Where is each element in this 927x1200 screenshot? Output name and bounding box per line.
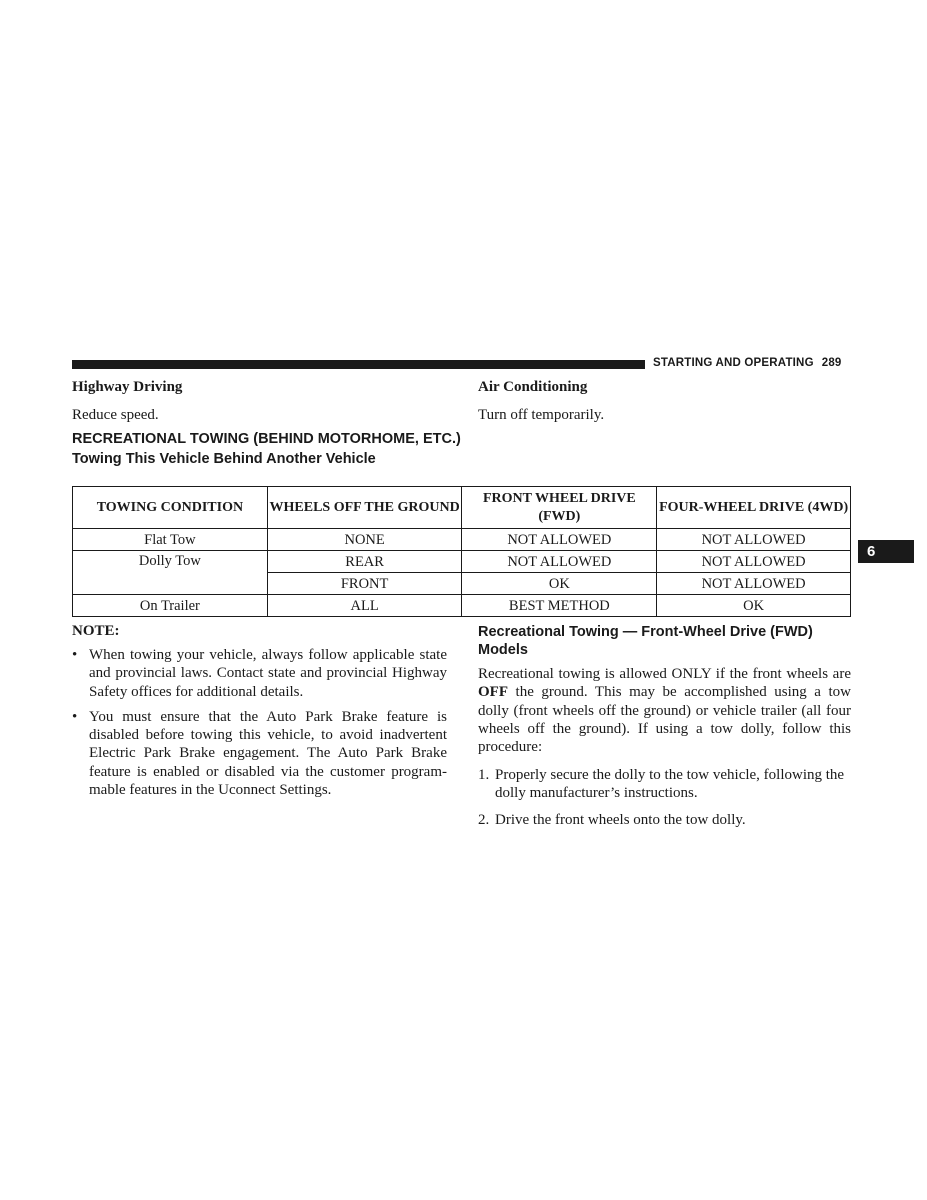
table-header-cell: WHEELS OFF THE GROUND bbox=[267, 487, 462, 529]
list-item bbox=[478, 766, 851, 803]
note-text: When towing your vehicle, always follow applicable state and provincial laws. Contact state and provincial Highway Safety offices for additional details. bbox=[89, 647, 447, 700]
table-cell: BEST METHOD bbox=[462, 595, 657, 617]
table-cell: NOT ALLOWED bbox=[462, 551, 657, 573]
step-text: Drive the front wheels onto the tow dolly. bbox=[495, 811, 746, 828]
table-cell: OK bbox=[657, 595, 851, 617]
running-header bbox=[653, 357, 842, 369]
table-cell: REAR bbox=[267, 551, 462, 573]
highway-driving-heading: Highway Driving bbox=[72, 379, 183, 395]
note-label: NOTE: bbox=[72, 623, 120, 639]
table-cell: OK bbox=[462, 573, 657, 595]
page-number: 289 bbox=[821, 357, 842, 369]
towing-table bbox=[72, 486, 851, 617]
section-heading: RECREATIONAL TOWING (BEHIND MOTORHOME, ETC.) bbox=[72, 431, 461, 447]
step-number: 2. bbox=[478, 811, 490, 828]
table-cell: NOT ALLOWED bbox=[462, 529, 657, 551]
table-cell: On Trailer bbox=[73, 595, 268, 617]
fwd-paragraph bbox=[478, 665, 851, 756]
air-conditioning-heading: Air Conditioning bbox=[478, 379, 588, 395]
header-rule bbox=[72, 360, 645, 369]
table-cell: FRONT bbox=[267, 573, 462, 595]
header-section-title: STARTING AND OPERATING bbox=[653, 357, 814, 369]
step-number: 1. bbox=[478, 767, 490, 783]
table-header-cell: TOWING CONDITION bbox=[73, 487, 268, 529]
table-cell: NOT ALLOWED bbox=[657, 551, 851, 573]
bullet-icon: • bbox=[72, 647, 78, 663]
list-item bbox=[478, 811, 851, 829]
subsection-heading: Towing This Vehicle Behind Another Vehicle bbox=[72, 451, 376, 467]
table-header-row bbox=[73, 487, 851, 529]
step-text: Properly secure the dolly to the tow vehicle, following the dolly manufacturer’s instructions. bbox=[495, 767, 845, 802]
air-conditioning-text: Turn off temporarily. bbox=[478, 407, 605, 423]
highway-driving-text: Reduce speed. bbox=[72, 407, 159, 423]
note-text: You must ensure that the Auto Park Brake feature is disabled before towing this vehicle, to avoid inadvertent Electric Park Brake engagement. The Auto Park Brake feature is enabled or disabled via the customer program- mable features in the Uconnect Settings. bbox=[89, 708, 447, 799]
table-header-cell: FRONT WHEEL DRIVE (FWD) bbox=[462, 487, 657, 529]
table-cell: ALL bbox=[267, 595, 462, 617]
fwd-heading: Recreational Towing — Front-Wheel Drive (FWD) Models bbox=[478, 624, 813, 658]
fwd-steps bbox=[478, 766, 851, 837]
table-cell: NOT ALLOWED bbox=[657, 573, 851, 595]
bullet-icon: • bbox=[72, 708, 78, 725]
table-cell: Flat Tow bbox=[73, 529, 268, 551]
table-row bbox=[73, 595, 851, 617]
para-text: the ground. This may be accomplished using a tow dolly (front wheels off the ground) or vehicle trailer (all four wheels off the ground). If using a tow dolly, follow this procedure: bbox=[478, 684, 851, 756]
list-item bbox=[72, 708, 447, 799]
chapter-tab: 6 bbox=[858, 540, 914, 563]
table-cell: Dolly Tow bbox=[73, 551, 268, 595]
note-list bbox=[72, 646, 447, 806]
table-cell: NONE bbox=[267, 529, 462, 551]
list-item bbox=[72, 646, 447, 701]
table-row bbox=[73, 529, 851, 551]
table-cell: NOT ALLOWED bbox=[657, 529, 851, 551]
para-bold: OFF bbox=[478, 684, 508, 701]
para-text: Recreational towing is allowed ONLY if the front wheels are bbox=[478, 666, 851, 682]
table-header-cell: FOUR-WHEEL DRIVE (4WD) bbox=[657, 487, 851, 529]
table-row bbox=[73, 551, 851, 573]
